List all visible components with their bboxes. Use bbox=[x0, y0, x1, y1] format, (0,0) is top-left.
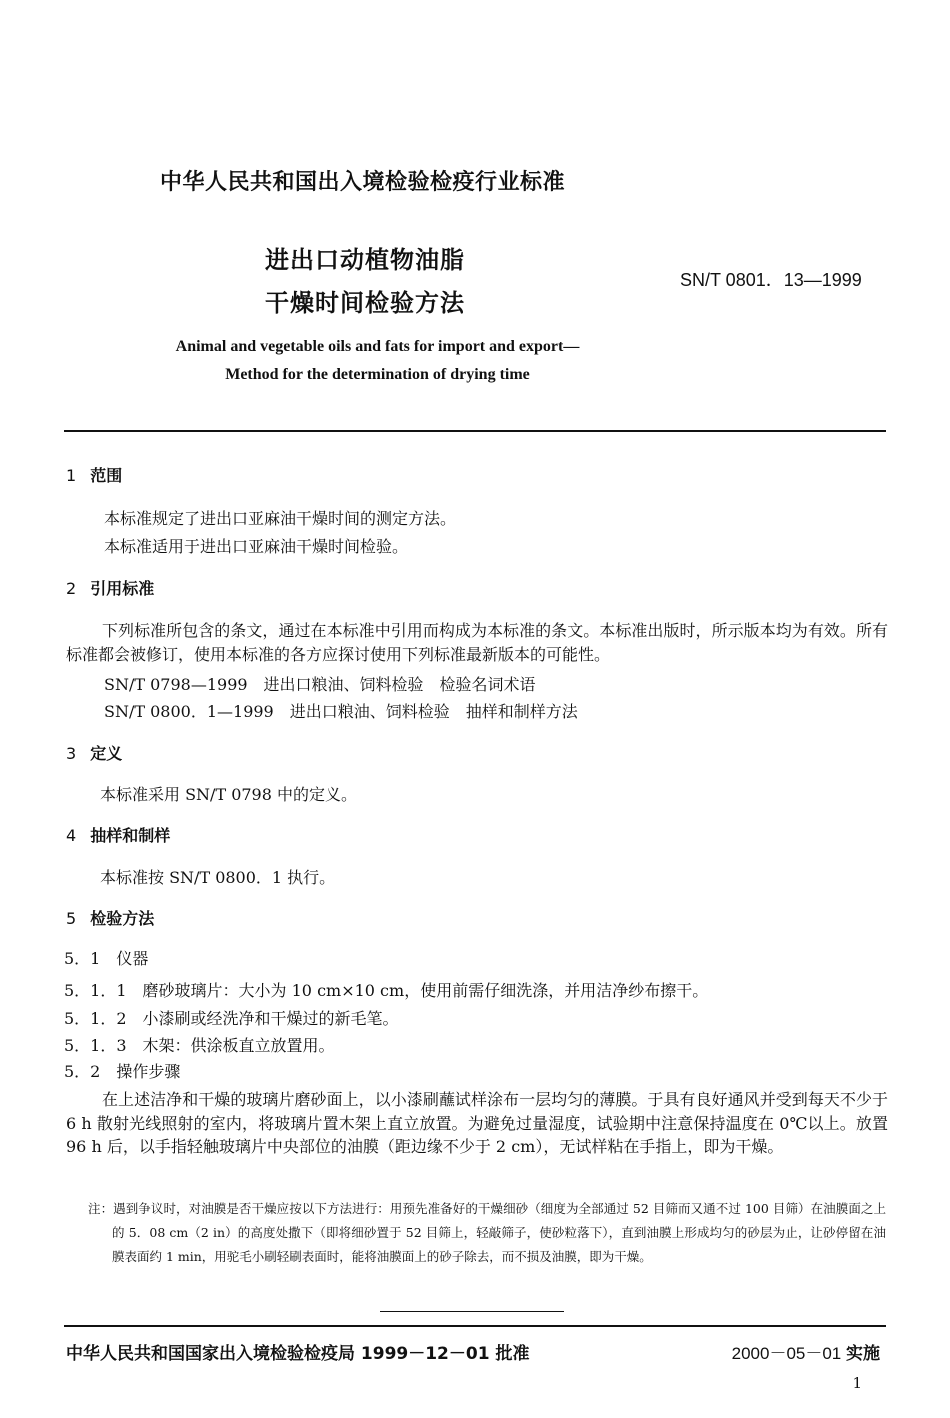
implementation-statement bbox=[732, 1339, 880, 1364]
definitions-line: 本标准采用 SN/T 0798 中的定义。 bbox=[100, 785, 358, 804]
section-number: 1 bbox=[66, 466, 77, 485]
title-en-line-2: Method for the determination of drying time bbox=[225, 366, 530, 383]
section-title: 检验方法 bbox=[90, 909, 155, 928]
section-3-heading bbox=[66, 741, 122, 764]
title-en-line-1: Animal and vegetable oils and fats for import and export— bbox=[175, 338, 580, 355]
footer-rule bbox=[64, 1325, 886, 1327]
section-title: 范围 bbox=[90, 466, 123, 485]
clause-5-1-1: 5．1．1 磨砂玻璃片：大小为 10 cm×10 cm，使用前需仔细洗涤，并用洁净纱布擦干。 bbox=[64, 981, 709, 1000]
scope-line-2: 本标准适用于进出口亚麻油干燥时间检验。 bbox=[104, 537, 409, 556]
sampling-line: 本标准按 SN/T 0800．1 执行。 bbox=[100, 868, 336, 887]
section-5-heading bbox=[66, 906, 154, 929]
section-number: 5 bbox=[66, 909, 77, 928]
standard-code: SN/T 0801．13—1999 bbox=[680, 270, 862, 290]
section-4-heading bbox=[66, 823, 170, 846]
header-rule bbox=[64, 430, 886, 432]
section-number: 4 bbox=[66, 826, 77, 845]
title-cn-line-2: 干燥时间检验方法 bbox=[265, 289, 465, 317]
reference-item: SN/T 0800．1—1999 进出口粮油、饲料检验 抽样和制样方法 bbox=[104, 702, 578, 721]
clause-5-1: 5．1 仪器 bbox=[64, 949, 149, 968]
clause-5-2: 5．2 操作步骤 bbox=[64, 1062, 181, 1081]
reference-item: SN/T 0798—1999 进出口粮油、饲料检验 检验名词术语 bbox=[104, 675, 536, 694]
normative-references-paragraph: 下列标准所包含的条文，通过在本标准中引用而构成为本标准的条文。本标准出版时，所示版本均为有效。所有标准都会被修订，使用本标准的各方应探讨使用下列标准最新版本的可能性。 bbox=[66, 621, 888, 664]
clause-5-1-3: 5．1．3 木架：供涂板直立放置用。 bbox=[64, 1036, 335, 1055]
end-rule bbox=[380, 1311, 564, 1312]
section-title: 引用标准 bbox=[90, 579, 155, 598]
section-number: 3 bbox=[66, 744, 77, 763]
procedure-paragraph: 在上述洁净和干燥的玻璃片磨砂面上，以小漆刷蘸试样涂布一层均匀的薄膜。于具有良好通风并受到每天不少于 6 h 散射光线照射的室内，将玻璃片置木架上直立放置。为避免过量湿度，试验期中注意保持温度在 0℃以上。放置 96 h 后，以手指轻触玻璃片中央部位的油膜（距边缘不少于 2 cm），无试样粘在手指上，即为干燥。 bbox=[66, 1090, 888, 1156]
implementation-date: 2000－05－01 bbox=[731, 1344, 842, 1363]
clause-5-1-2: 5．1．2 小漆刷或经洗净和干燥过的新毛笔。 bbox=[64, 1009, 399, 1028]
section-title: 定义 bbox=[90, 744, 123, 763]
procedure-note: 注：遇到争议时，对油膜是否干燥应按以下方法进行：用预先准备好的干燥细砂（细度为全部通过 52 目筛而又通不过 100 目筛）在油膜面之上的 5．08 cm（2 in）的高度处撒下（即将细砂置于 52 目筛上，轻敲筛子，使砂粒落下），直到油膜上形成均匀的砂层为止，让砂停留在油膜表面约 1 min，用驼毛小刷轻刷表面时，能将油膜面上的砂子除去，而不损及油膜，即为干燥。 bbox=[88, 1201, 886, 1264]
issuing-organization: 中华人民共和国出入境检验检疫行业标准 bbox=[160, 170, 566, 195]
title-cn-line-1: 进出口动植物油脂 bbox=[265, 246, 465, 274]
section-1-heading bbox=[66, 463, 122, 486]
section-number: 2 bbox=[66, 579, 77, 598]
section-2-heading bbox=[66, 576, 154, 599]
scope-line-1: 本标准规定了进出口亚麻油干燥时间的测定方法。 bbox=[104, 509, 457, 528]
section-title: 抽样和制样 bbox=[90, 826, 171, 845]
implementation-word: 实施 bbox=[846, 1344, 880, 1364]
approval-statement: 中华人民共和国国家出入境检验检疫局 1999－12－01 批准 bbox=[66, 1344, 530, 1364]
page-number: 1 bbox=[852, 1374, 862, 1392]
